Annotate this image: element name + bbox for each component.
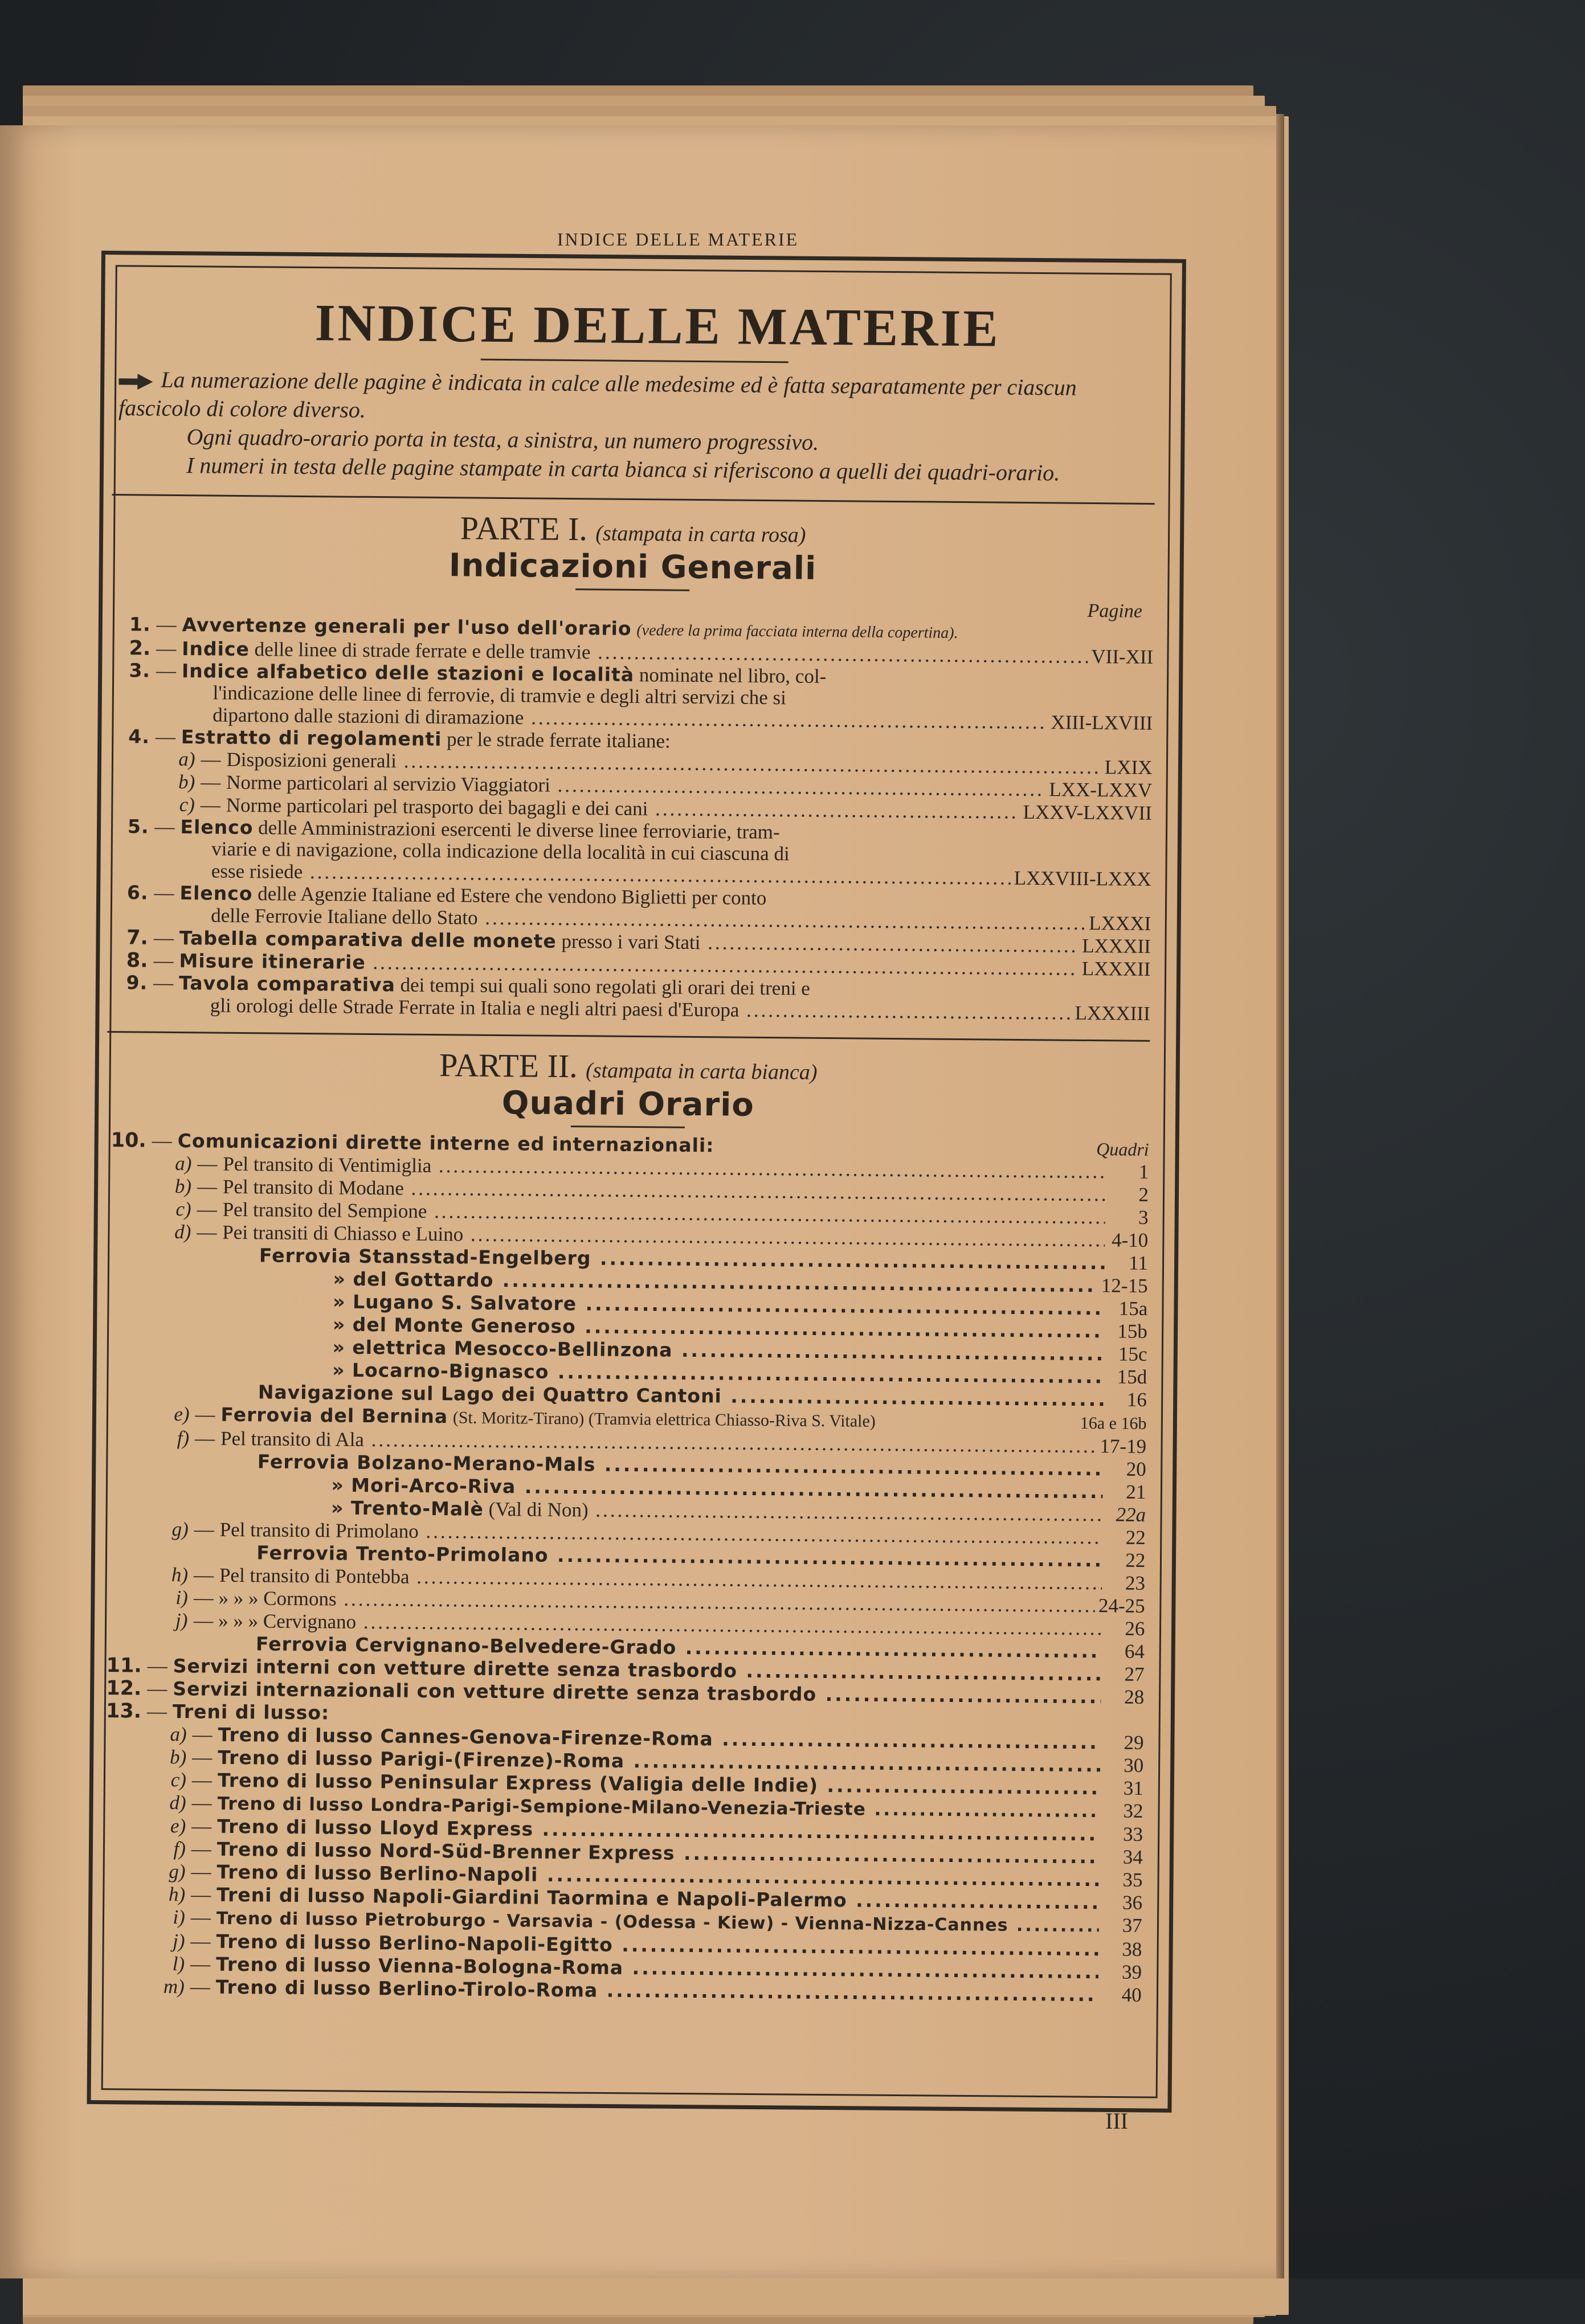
- list-item: 10. — Comunicazioni dirette interne ed internazionali: Quadri: [111, 1129, 1149, 1160]
- list-item: » Locarno-Bignasco ..... 15d: [104, 1357, 1147, 1389]
- list-item: 1. — Avvertenze generali per l'uso dell'orario (vedere la prima facciata interna della copertina).: [129, 613, 958, 642]
- list-item: e) — Treno di lusso Lloyd Express ..... 33: [100, 1814, 1143, 1846]
- part-2-note: (stampata in carta bianca): [585, 1058, 818, 1085]
- page-ref: LXXXI: [1089, 911, 1151, 935]
- divider: [112, 494, 1155, 505]
- column-label-pagine: Pagine: [1087, 600, 1143, 622]
- list-item: a) — Disposizioni generali ..... LXIX: [109, 747, 1152, 779]
- list-item: e) — Ferrovia del Bernina (St. Moritz-Tirano) (Tramvia elettrica Chiasso-Riva S. Vitale) 16a e 16b: [174, 1402, 1147, 1433]
- page-ref: LXXV-LXXVII: [1023, 800, 1152, 824]
- list-item: b) — Pel transito di Modane ..... 2: [106, 1175, 1149, 1206]
- page-ref: LXXXIII: [1075, 1001, 1150, 1025]
- page-ref: LXXXII: [1081, 957, 1151, 980]
- pointing-hand-icon: [119, 374, 153, 390]
- list-item: » del Monte Generoso ..... 15b: [105, 1311, 1147, 1343]
- entry-title: Avvertenze generali per l'uso dell'orario: [182, 613, 632, 640]
- column-label-quadri: Quadri: [1096, 1139, 1149, 1160]
- list-item: h) — Pel transito di Pontebba ..... 23: [103, 1563, 1145, 1595]
- list-item: 12. — Servizi internazionali con vetture dirette senza trasbordo ..... 28: [101, 1677, 1144, 1709]
- list-item: Ferrovia Trento-Primolano ..... 22: [103, 1540, 1145, 1572]
- list-item: b) — Norme particolari al servizio Viaggiatori ..... LXX-LXXV: [109, 770, 1152, 802]
- list-item: Ferrovia Bolzano-Merano-Mals ..... 20: [104, 1449, 1146, 1481]
- section-rule: [575, 588, 689, 591]
- intro-line-3: I numeri in testa delle pagine stampate in carta bianca si riferiscono a quelli dei quadri-orario.: [186, 452, 1060, 486]
- list-item: c) — Norme particolari pel trasporto dei bagagli e dei cani ..... LXXV-LXXVII: [109, 793, 1152, 825]
- list-item: » Mori-Arco-Riva ..... 21: [103, 1472, 1146, 1504]
- list-item: 13. — Treni di lusso:: [105, 1699, 330, 1724]
- part-1-label: PARTE I.: [460, 509, 588, 548]
- list-item: a) — Pel transito di Ventimiglia ..... 1: [106, 1152, 1149, 1184]
- intro-line-2: Ogni quadro-orario porta in testa, a sinistra, un numero progressivo.: [186, 424, 819, 455]
- page-ref: LXXXII: [1082, 934, 1151, 958]
- intro-notes: [112, 365, 1156, 488]
- list-item: j) — Treno di lusso Berlino-Napoli-Egitto ..... 38: [99, 1929, 1142, 1961]
- list-item-cont: delle Ferrovie Italiane dello Stato ..... LXXXI: [108, 903, 1151, 935]
- list-item: d) — Treno di lusso Londra-Parigi-Sempione-Milano-Venezia-Trieste ..... 32: [100, 1791, 1143, 1823]
- part-2-list: [99, 1129, 1149, 2007]
- page-ref: LXIX: [1104, 756, 1153, 779]
- list-item: 4. — Estratto di regolamenti per le strade ferrate italiane:: [128, 725, 671, 752]
- page-ref: XIII-LXVIII: [1051, 711, 1153, 734]
- list-item: 2. — Indice delle linee di strade ferrate e delle tramvie ..... VII-XII: [111, 637, 1153, 669]
- list-item: » Lugano S. Salvatore ..... 15a: [105, 1288, 1147, 1320]
- list-item: Ferrovia Cervignano-Belvedere-Grado ..... 64: [102, 1631, 1145, 1663]
- list-item: 9. — Tavola comparativa dei tempi sui quali sono regolati gli orari dei treni e: [126, 971, 810, 1000]
- list-item: c) — Pel transito del Sempione ..... 3: [105, 1197, 1148, 1229]
- part-1-list: [108, 613, 1154, 1025]
- list-item: g) — Pel transito di Primolano ..... 22: [103, 1517, 1146, 1549]
- list-item: g) — Treno di lusso Berlino-Napoli ..... 35: [100, 1860, 1142, 1892]
- divider: [107, 1031, 1150, 1042]
- list-item: 6. — Elenco delle Agenzie Italiane ed Estere che vendono Biglietti per conto: [126, 881, 767, 910]
- list-item: a) — Treno di lusso Cannes-Genova-Firenze-Roma ..... 29: [101, 1722, 1143, 1754]
- part-2-section-title: Quadri Orario: [501, 1084, 755, 1124]
- list-item-cont: gli orologi delle Strade Ferrate in Italia e negli altri paesi d'Europa ..... LXXXIII: [108, 993, 1150, 1025]
- list-item: i) — Treno di lusso Pietroburgo - Varsavia - (Odessa - Kiew) - Vienna-Nizza-Cannes ..... 37: [100, 1905, 1142, 1938]
- list-item-cont: dipartono dalle stazioni di diramazione ..... XIII-LXVIII: [110, 703, 1153, 735]
- page-ref: LXXVIII-LXXX: [1014, 866, 1151, 890]
- page-number: III: [1105, 2108, 1128, 2134]
- list-item: j) — » » » Cervignano ..... 26: [102, 1609, 1145, 1640]
- title-rule: [481, 359, 789, 363]
- list-item: m) — Treno di lusso Berlino-Tirolo-Roma ..... 40: [99, 1975, 1142, 2007]
- intro-line-1: La numerazione delle pagine è indicata in calce alle medesime ed è fatta separatamente per ciascun fascicolo di colore diverso.: [118, 366, 1077, 423]
- list-item: 11. — Servizi interni con vetture dirette senza trasbordo ..... 27: [101, 1654, 1144, 1686]
- list-item: h) — Treni di lusso Napoli-Giardini Taormina e Napoli-Palermo ..... 36: [100, 1883, 1142, 1914]
- part-2-label: PARTE II.: [439, 1046, 578, 1085]
- page-title: INDICE DELLE MATERIE: [314, 293, 1001, 358]
- list-item: Navigazione sul Lago dei Quattro Cantoni ..... 16: [104, 1380, 1147, 1411]
- page-ref: LXX-LXXV: [1049, 778, 1153, 801]
- list-item: » del Gottardo ..... 12-15: [105, 1266, 1147, 1298]
- list-item: f) — Pel transito di Ala ..... 17-19: [104, 1426, 1146, 1458]
- page-ref: VII-XII: [1091, 645, 1154, 668]
- list-item: b) — Treno di lusso Parigi-(Firenze)-Roma ..... 30: [101, 1745, 1143, 1777]
- list-item: d) — Pei transiti di Chiasso e Luino ..... 4-10: [105, 1220, 1148, 1252]
- list-item: 7. — Tabella comparativa delle monete presso i vari Stati ..... LXXXII: [108, 926, 1151, 958]
- list-item: Ferrovia Stansstad-Engelberg ..... 11: [105, 1243, 1148, 1275]
- list-item: i) — » » » Cormons ..... 24-25: [103, 1586, 1145, 1618]
- list-item: 8. — Misure itinerarie ..... LXXXII: [108, 949, 1150, 981]
- part-1-note: (stampata in carta rosa): [595, 521, 806, 547]
- list-item: f) — Treno di lusso Nord-Süd-Brenner Express ..... 34: [100, 1837, 1143, 1869]
- list-item: 5. — Elenco delle Amministrazioni esercenti le diverse linee ferroviarie, tram- viarie e di navigazione, colla indicazione della località in cui ciascuna di: [127, 815, 790, 865]
- list-item: l) — Treno di lusso Vienna-Bologna-Roma ..... 39: [99, 1952, 1142, 1984]
- part-1-section-title: Indicazioni Generali: [448, 547, 817, 587]
- list-item-cont: esse risiede ..... LXXVIII-LXXX: [109, 859, 1151, 891]
- list-item: » Trento-Malè (Val di Non) ..... 22a: [103, 1495, 1146, 1527]
- list-item: c) — Treno di lusso Peninsular Express (Valigia delle Indie) ..... 31: [101, 1768, 1143, 1800]
- section-rule: [571, 1126, 685, 1128]
- page-edge: [1276, 114, 1284, 2278]
- running-head: INDICE DELLE MATERIE: [557, 229, 799, 249]
- list-item: 3. — Indice alfabetico delle stazioni e località nominate nel libro, col- l'indicazione delle linee di ferrovie, di tramvie e degli altri servizi che si: [129, 659, 827, 709]
- index-content: [99, 273, 1157, 2007]
- list-item: » elettrica Mesocco-Bellinzona ..... 15c: [104, 1334, 1147, 1366]
